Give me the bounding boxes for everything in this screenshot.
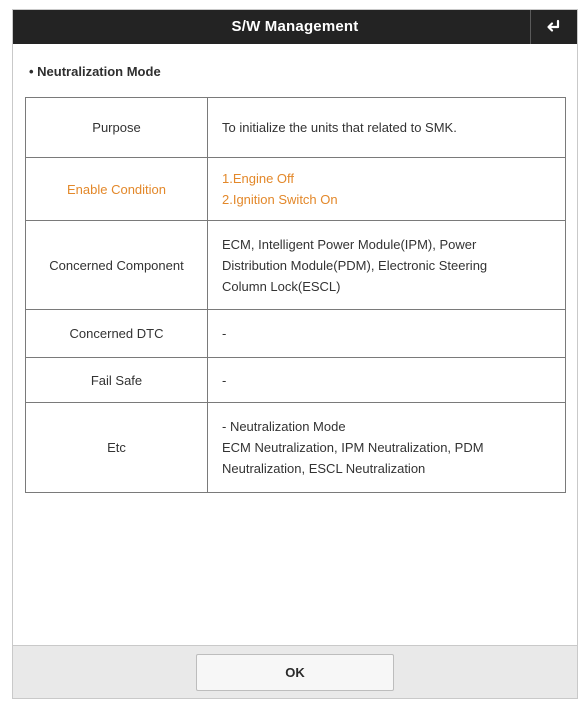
row-value — [208, 98, 566, 158]
row-value-line: Distribution Module(PDM), Electronic Steering — [222, 257, 488, 273]
ok-button[interactable]: OK — [196, 654, 394, 691]
row-value-line: Column Lock(ESCL) — [222, 278, 341, 294]
dialog-footer — [13, 645, 577, 698]
table-row — [26, 221, 566, 310]
row-value-line: - — [222, 326, 227, 341]
row-value — [208, 310, 566, 358]
row-value-line: Neutralization, ESCL Neutralization — [222, 461, 426, 476]
back-button[interactable] — [530, 10, 577, 44]
return-arrow-icon — [545, 19, 563, 35]
table-row — [26, 403, 566, 493]
row-label: Fail Safe — [26, 358, 208, 403]
row-label: Concerned Component — [26, 221, 208, 310]
row-value-line: 1.Engine Off — [222, 171, 295, 186]
table-row — [26, 358, 566, 403]
table-row — [26, 98, 566, 158]
row-value-line: - — [222, 372, 227, 388]
row-value-line: To initialize the units that related to SMK. — [222, 120, 457, 135]
row-label: Purpose — [26, 98, 208, 158]
row-value — [208, 358, 566, 403]
dialog-title: S/W Management — [231, 18, 359, 35]
row-value-line: - Neutralization Mode — [222, 419, 346, 434]
table-row — [26, 310, 566, 358]
section-title: • Neutralization Mode — [29, 64, 161, 79]
row-value-line: 2.Ignition Switch On — [222, 192, 338, 207]
row-value-line: ECM, Intelligent Power Module(IPM), Power — [222, 236, 477, 252]
row-label: Enable Condition — [26, 158, 208, 221]
row-value — [208, 403, 566, 493]
table-row — [26, 158, 566, 221]
row-value — [208, 221, 566, 310]
row-value-line: ECM Neutralization, IPM Neutralization, PDM — [222, 440, 484, 455]
row-value — [208, 158, 566, 221]
row-label: Concerned DTC — [26, 310, 208, 358]
title-bar — [13, 10, 577, 44]
sw-management-dialog — [12, 9, 578, 699]
info-table — [25, 97, 566, 493]
row-label: Etc — [26, 403, 208, 493]
